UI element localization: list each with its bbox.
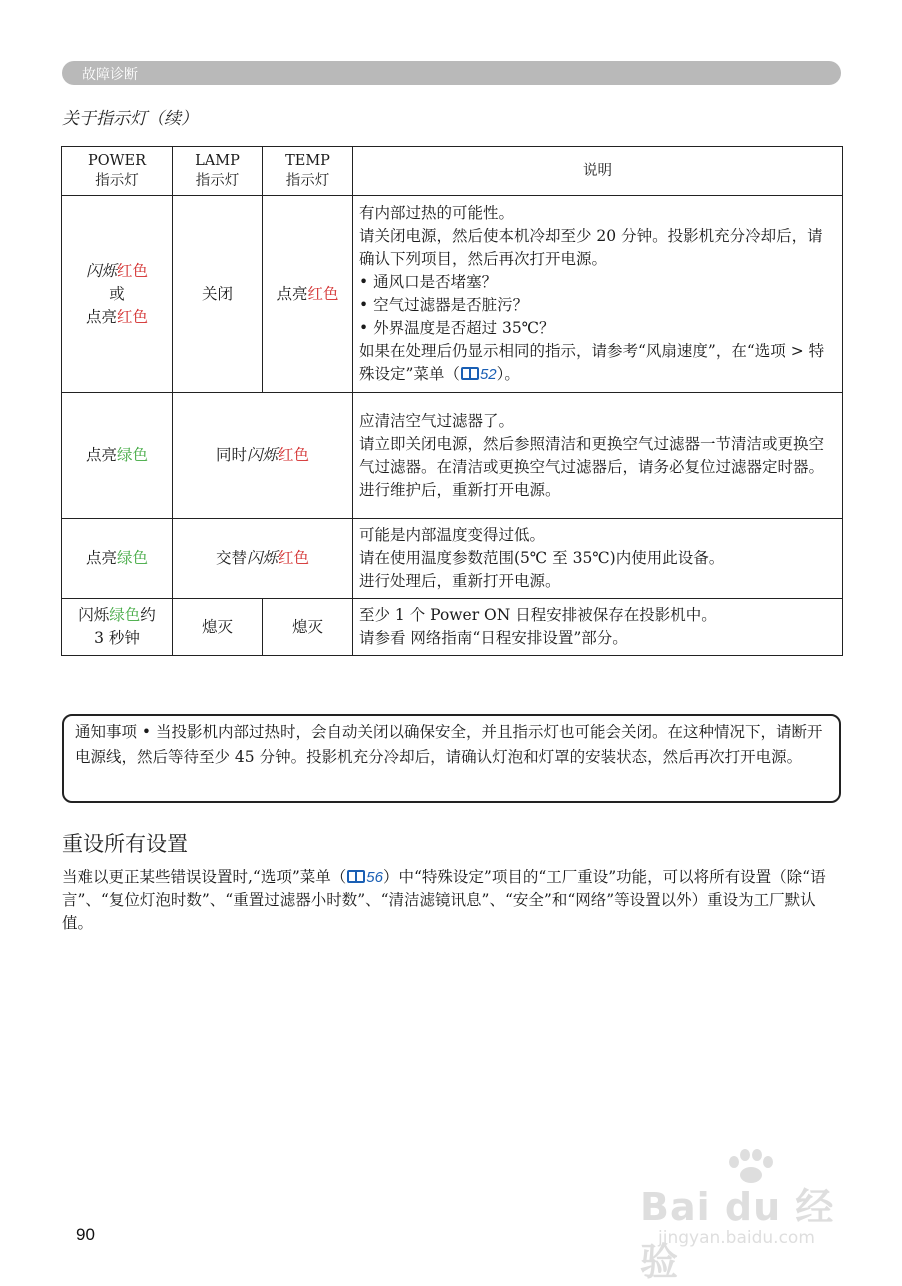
row4-description bbox=[353, 599, 843, 656]
row1-power-or: 或 bbox=[109, 284, 125, 303]
header-power bbox=[62, 147, 173, 196]
desc-line bbox=[359, 340, 836, 386]
desc-text: ）。 bbox=[496, 365, 520, 383]
desc-line: 请关闭电源，然后使本机冷却至少 20 分钟。投影机充分冷却后，请确认下列项目，然后再次打开电源。 bbox=[359, 227, 823, 268]
row2-lamp-temp-prefix: 同时 bbox=[215, 446, 247, 464]
watermark-url: jingyan.baidu.com bbox=[658, 1228, 815, 1248]
table-row bbox=[62, 393, 843, 519]
row1-power bbox=[62, 196, 173, 393]
desc-line: • 外界温度是否超过 35℃？ bbox=[359, 319, 555, 337]
header-description: 说明 bbox=[353, 147, 843, 196]
row4-power-color: 绿色 bbox=[109, 606, 141, 624]
row3-lamp-temp bbox=[173, 519, 353, 599]
notice-box: 通知事项 • 当投影机内部过热时，会自动关闭以确保安全，并且指示灯也可能会关闭。在这种情况下，请断开电源线，然后等待至少 45 分钟。投影机充分冷却后，请确认灯泡和灯罩的安装状态，然后再次打开电源。 bbox=[62, 714, 841, 803]
row4-temp: 熄灭 bbox=[263, 599, 353, 656]
section-header-label: 故障诊断 bbox=[82, 67, 138, 83]
row3-power-state: 点亮 bbox=[85, 549, 117, 567]
row1-power-state2: 点亮 bbox=[85, 307, 117, 326]
row1-lamp: 关闭 bbox=[173, 196, 263, 393]
row3-lamp-temp-prefix: 交替 bbox=[215, 549, 247, 567]
row1-power-state: 闪烁 bbox=[85, 261, 117, 280]
row3-lamp-temp-state: 闪烁 bbox=[246, 549, 278, 567]
desc-line: 进行处理后，重新打开电源。 bbox=[359, 572, 561, 590]
book-icon bbox=[347, 870, 365, 883]
table-row bbox=[62, 196, 843, 393]
page-number: 90 bbox=[76, 1225, 95, 1244]
desc-line: 请在使用温度参数范围(5℃ 至 35℃)内使用此设备。 bbox=[359, 549, 725, 567]
desc-line: 请参看 网络指南“日程安排设置”部分。 bbox=[359, 629, 628, 647]
table-row bbox=[62, 519, 843, 599]
desc-line: 至少 1 个 Power ON 日程安排被保存在投影机中。 bbox=[359, 606, 717, 624]
header-lamp-line2: 指示灯 bbox=[195, 173, 240, 189]
row3-description bbox=[353, 519, 843, 599]
row3-power bbox=[62, 519, 173, 599]
table-row bbox=[62, 599, 843, 656]
watermark bbox=[640, 1148, 850, 1284]
reset-body-text: ）中“特殊设定”项目的“工厂重设”功能，可以将所有设置（除“语言”、“复位灯泡时数”、“重置过滤器小时数”、“清洁滤镜讯息”、“安全”和“网络”等设置以外）重设为工厂默认值。 bbox=[62, 868, 826, 932]
row2-lamp-temp-state: 闪烁 bbox=[246, 446, 278, 464]
header-temp-line1: TEMP bbox=[285, 153, 330, 169]
desc-line: • 空气过滤器是否脏污？ bbox=[359, 296, 529, 314]
reset-body bbox=[62, 866, 841, 935]
header-lamp bbox=[173, 147, 263, 196]
section-header-bar bbox=[62, 61, 841, 85]
row4-power-state: 闪烁 bbox=[78, 606, 110, 624]
row4-lamp: 熄灭 bbox=[173, 599, 263, 656]
indicator-table bbox=[61, 146, 843, 656]
page-reference-link[interactable]: 56 bbox=[366, 869, 383, 886]
row2-power-color: 绿色 bbox=[117, 446, 149, 464]
row2-power-state: 点亮 bbox=[85, 446, 117, 464]
row4-power-duration: 3 秒钟 bbox=[94, 629, 140, 647]
watermark-logo-text: Bai du 经验 bbox=[640, 1185, 835, 1284]
row1-description bbox=[353, 196, 843, 393]
desc-line: 请立即关闭电源，然后参照清洁和更换空气过滤器一节清洁或更换空气过滤器。在清洁或更换空气过滤器后，请务必复位过滤器定时器。 bbox=[359, 434, 825, 476]
row1-power-color: 红色 bbox=[117, 261, 149, 280]
page-reference-link[interactable]: 52 bbox=[479, 366, 497, 383]
book-icon bbox=[461, 367, 479, 380]
row4-power bbox=[62, 599, 173, 656]
row1-power-color2: 红色 bbox=[117, 307, 149, 326]
desc-line: 可能是内部温度变得过低。 bbox=[359, 526, 546, 544]
desc-line: • 通风口是否堵塞？ bbox=[359, 273, 498, 291]
header-power-line1: POWER bbox=[87, 153, 147, 169]
header-temp bbox=[263, 147, 353, 196]
row1-temp bbox=[263, 196, 353, 393]
row1-temp-state: 点亮 bbox=[276, 284, 308, 303]
row1-temp-color: 红色 bbox=[307, 284, 339, 303]
row3-lamp-temp-color: 红色 bbox=[278, 549, 310, 567]
header-power-line2: 指示灯 bbox=[95, 173, 139, 189]
desc-line: 有内部过热的可能性。 bbox=[359, 204, 515, 222]
desc-line: 进行维护后，重新打开电源。 bbox=[359, 480, 561, 499]
desc-text: 如果在处理后仍显示相同的指示，请参考“风扇速度”，在“选项 > 特殊设定”菜单（ bbox=[359, 342, 825, 383]
reset-body-text: 当难以更正某些错误设置时,“选项”菜单（ bbox=[62, 868, 347, 886]
row2-description bbox=[353, 393, 843, 519]
row4-power-about: 约 bbox=[140, 606, 156, 624]
reset-heading: 重设所有设置 bbox=[62, 832, 188, 856]
row2-lamp-temp-color: 红色 bbox=[278, 446, 310, 464]
header-temp-line2: 指示灯 bbox=[285, 173, 330, 189]
header-lamp-line1: LAMP bbox=[195, 153, 240, 169]
row2-lamp-temp bbox=[173, 393, 353, 519]
section-title: 关于指示灯（续） bbox=[62, 109, 198, 129]
row3-power-color: 绿色 bbox=[117, 549, 149, 567]
desc-line: 应清洁空气过滤器了。 bbox=[359, 411, 515, 430]
row2-power bbox=[62, 393, 173, 519]
table-header-row bbox=[62, 147, 843, 196]
